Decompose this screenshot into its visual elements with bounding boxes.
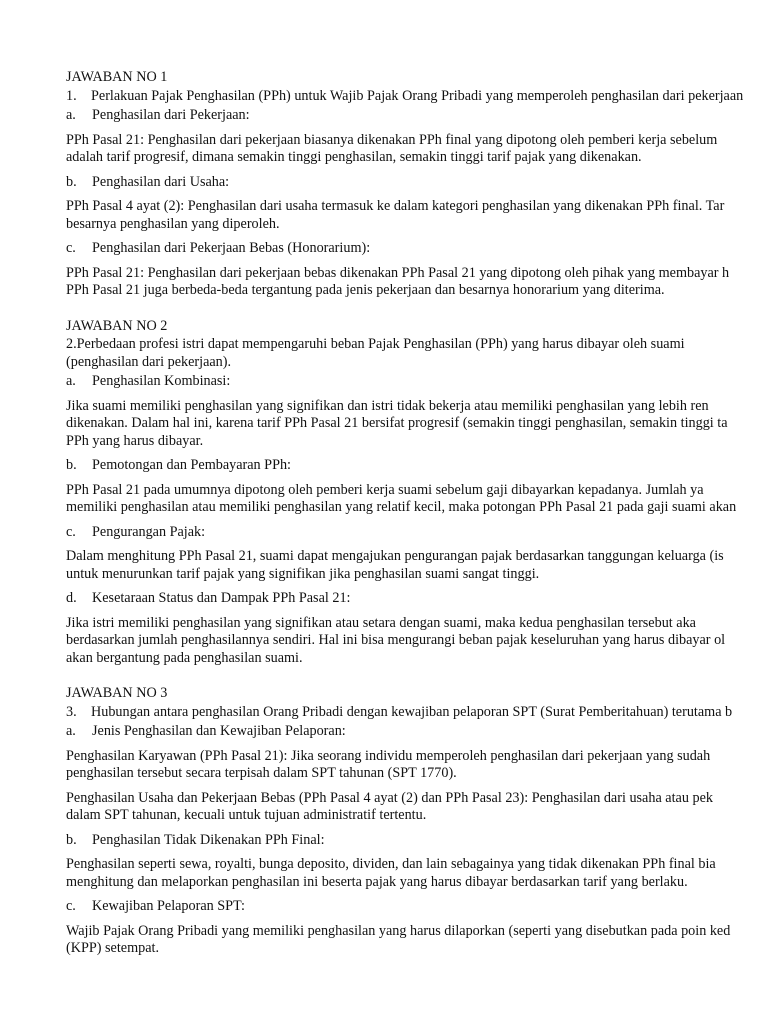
sub-heading	[66, 898, 768, 916]
answer-section	[66, 318, 768, 668]
section-title: JAWABAN NO 3	[66, 685, 168, 701]
sub-heading	[66, 457, 768, 475]
paragraph	[66, 923, 768, 958]
sub-heading-letter: c.	[66, 240, 76, 256]
question-line	[66, 336, 768, 354]
question-line	[66, 88, 768, 106]
sub-heading	[66, 174, 768, 192]
paragraph	[66, 398, 768, 451]
paragraph-line: Jika suami memiliki penghasilan yang signifikan dan istri tidak bekerja atau memiliki penghasilan yang lebih ren	[66, 397, 709, 414]
paragraph-line: adalah tarif progresif, dimana semakin tinggi penghasilan, semakin tinggi tarif pajak yang dikenakan.	[66, 149, 642, 165]
question-text: (penghasilan dari pekerjaan).	[66, 353, 232, 370]
paragraph	[66, 265, 768, 300]
paragraph-line: dalam SPT tahunan, kecuali untuk tujuan administratif tertentu.	[66, 807, 427, 823]
paragraph-line: memiliki penghasilan atau memiliki penghasilan yang relatif kecil, maka potongan PPh Pasal 21 pada gaji suami akan	[66, 499, 737, 515]
sub-heading-text: Penghasilan dari Pekerjaan:	[92, 107, 250, 123]
paragraph-line: dikenakan. Dalam hal ini, karena tarif PPh Pasal 21 bersifat progresif (semakin tinggi penghasilan, semakin tinggi ta	[66, 415, 728, 431]
sub-heading-text: Penghasilan dari Pekerjaan Bebas (Honorarium):	[92, 240, 371, 256]
sub-heading-letter: b.	[66, 457, 77, 473]
question-number: 1.	[66, 87, 77, 104]
sub-heading	[66, 590, 768, 608]
paragraph	[66, 198, 768, 233]
sub-heading-letter: a.	[66, 373, 76, 389]
paragraph-line: PPh yang harus dibayar.	[66, 432, 204, 449]
sub-heading-text: Kewajiban Pelaporan SPT:	[92, 898, 245, 914]
sub-heading-letter: a.	[66, 723, 76, 739]
sub-heading-letter: c.	[66, 523, 76, 540]
question-text: Hubungan antara penghasilan Orang Pribadi dengan kewajiban pelaporan SPT (Surat Pemberitahuan) terutama b	[91, 703, 733, 720]
sub-heading-text: Pengurangan Pajak:	[92, 523, 206, 540]
paragraph-line: PPh Pasal 21 juga berbeda-beda tergantung pada jenis pekerjaan dan besarnya honorarium yang diterima.	[66, 282, 665, 298]
sub-heading-text: Penghasilan Tidak Dikenakan PPh Final:	[92, 831, 325, 848]
paragraph-line: Penghasilan seperti sewa, royalti, bunga deposito, dividen, dan lain sebagainya yang tidak dikenakan PPh final bia	[66, 856, 716, 872]
section-title: JAWABAN NO 1	[66, 69, 168, 85]
question-number: 2.	[66, 336, 77, 352]
sub-heading	[66, 524, 768, 542]
sub-heading-letter: b.	[66, 831, 77, 848]
paragraph-line: PPh Pasal 21: Penghasilan dari pekerjaan bebas dikenakan PPh Pasal 21 yang dipotong oleh pihak yang membayar h	[66, 264, 730, 281]
sub-heading	[66, 373, 768, 391]
paragraph-line: berdasarkan jumlah penghasilannya sendiri. Hal ini bisa mengurangi beban pajak keseluruhan yang harus dibayar ol	[66, 632, 726, 648]
paragraph-line: akan bergantung pada penghasilan suami.	[66, 649, 303, 666]
sub-heading	[66, 240, 768, 258]
question-line	[66, 704, 768, 722]
question-text: Perlakuan Pajak Penghasilan (PPh) untuk Wajib Pajak Orang Pribadi yang memperoleh penghasilan dari pekerjaan	[91, 87, 744, 104]
paragraph-line: besarnya penghasilan yang diperoleh.	[66, 215, 280, 232]
sub-heading-letter: d.	[66, 590, 77, 606]
question-text: Perbedaan profesi istri dapat mempengaruhi beban Pajak Penghasilan (PPh) yang harus dibayar oleh suami	[76, 336, 685, 352]
paragraph-line: (KPP) setempat.	[66, 940, 159, 956]
paragraph-line: PPh Pasal 4 ayat (2): Penghasilan dari usaha termasuk ke dalam kategori penghasilan yang dikenakan PPh final. Tar	[66, 198, 725, 214]
paragraph-line: Penghasilan Usaha dan Pekerjaan Bebas (PPh Pasal 4 ayat (2) dan PPh Pasal 23): Penghasilan dari usaha atau pek	[66, 789, 713, 806]
paragraph-line: untuk menurunkan tarif pajak yang signifikan jika penghasilan suami sangat tinggi.	[66, 565, 540, 582]
answer-section	[66, 685, 768, 958]
sub-heading-text: Kesetaraan Status dan Dampak PPh Pasal 21:	[92, 590, 351, 606]
sub-heading	[66, 832, 768, 850]
paragraph	[66, 748, 768, 783]
section-title: JAWABAN NO 2	[66, 317, 168, 334]
sub-heading	[66, 723, 768, 741]
sub-heading-text: Pemotongan dan Pembayaran PPh:	[92, 457, 291, 473]
paragraph	[66, 548, 768, 583]
paragraph-line: Dalam menghitung PPh Pasal 21, suami dapat mengajukan pengurangan pajak berdasarkan tanggungan keluarga (is	[66, 548, 724, 564]
answer-section	[66, 69, 768, 300]
paragraph	[66, 615, 768, 668]
paragraph	[66, 856, 768, 891]
paragraph-line: Wajib Pajak Orang Pribadi yang memiliki penghasilan yang harus dilaporkan (seperti yang disebutkan pada poin ked	[66, 922, 731, 939]
paragraph	[66, 132, 768, 167]
paragraph-line: Penghasilan Karyawan (PPh Pasal 21): Jika seorang individu memperoleh penghasilan dari pekerjaan yang sudah	[66, 747, 711, 764]
sub-heading-text: Jenis Penghasilan dan Kewajiban Pelaporan:	[92, 723, 346, 739]
paragraph	[66, 482, 768, 517]
sub-heading-text: Penghasilan dari Usaha:	[92, 173, 230, 190]
sub-heading-letter: b.	[66, 173, 77, 190]
sub-heading	[66, 107, 768, 125]
question-number: 3.	[66, 703, 77, 720]
sub-heading-letter: c.	[66, 898, 76, 914]
paragraph-line: PPh Pasal 21: Penghasilan dari pekerjaan biasanya dikenakan PPh final yang dipotong oleh pemberi kerja sebelum	[66, 131, 718, 148]
document-page	[66, 69, 768, 1024]
sub-heading-text: Penghasilan Kombinasi:	[92, 373, 231, 389]
paragraph-line: PPh Pasal 21 pada umumnya dipotong oleh pemberi kerja suami sebelum gaji dibayarkan kepadanya. Jumlah ya	[66, 481, 704, 498]
paragraph	[66, 790, 768, 825]
sub-heading-letter: a.	[66, 107, 76, 123]
paragraph-line: penghasilan tersebut secara terpisah dalam SPT tahunan (SPT 1770).	[66, 765, 457, 781]
paragraph-line: Jika istri memiliki penghasilan yang signifikan atau setara dengan suami, maka kedua penghasilan tersebut aka	[66, 614, 696, 631]
question-line	[66, 354, 768, 372]
paragraph-line: menghitung dan melaporkan penghasilan ini beserta pajak yang harus dibayar berdasarkan tarif yang berlaku.	[66, 873, 688, 890]
